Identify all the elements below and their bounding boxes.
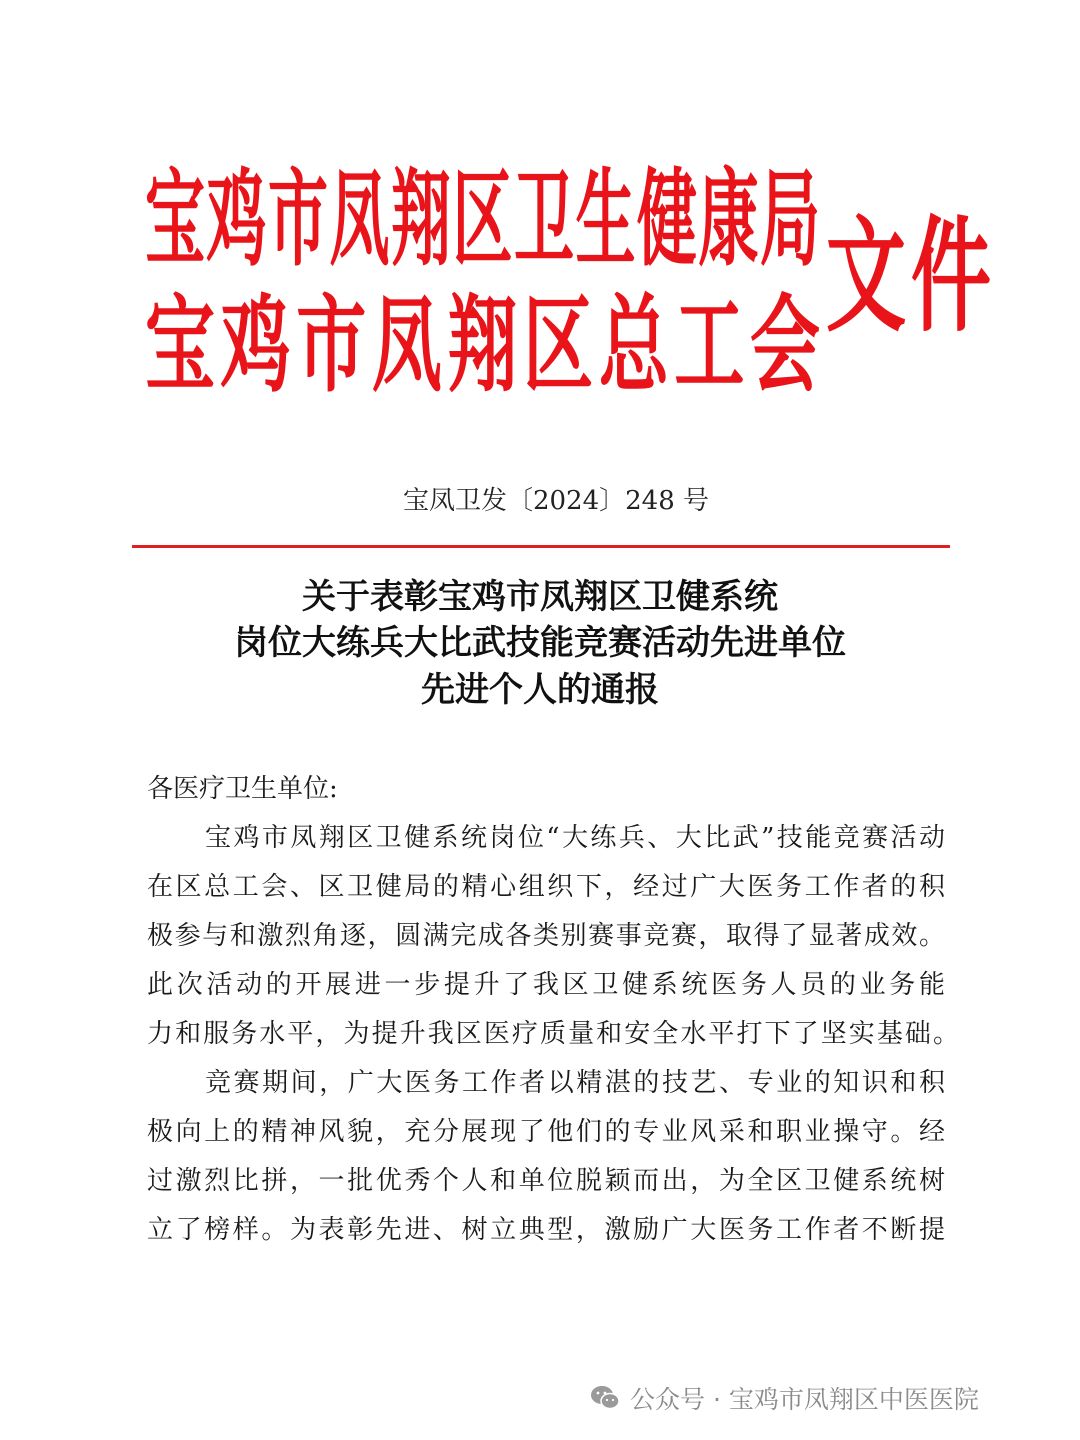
header-char: 文: [826, 204, 906, 349]
header-char: 总: [598, 284, 669, 407]
header-char: 翔: [447, 284, 518, 407]
issuer-line-trade-union: [145, 284, 820, 407]
issuer-line-health-bureau: [145, 159, 820, 282]
header-char: 区: [523, 284, 594, 407]
header-char: 凤: [329, 159, 390, 282]
watermark-text: 公众号 · 宝鸡市凤翔区中医医院: [630, 1385, 979, 1414]
title-line-2: 岗位大练兵大比武技能竞赛活动先进单位: [234, 623, 846, 663]
body-line: 力和服务水平，为提升我区医疗质量和安全水平打下了坚实基础。: [147, 1019, 959, 1049]
header-char: 会: [750, 284, 820, 407]
header-char: 卫: [514, 159, 574, 282]
header-char: 鸡: [206, 159, 267, 282]
header-char: 凤: [371, 284, 442, 407]
wechat-icon: [590, 1385, 620, 1411]
header-char: 区: [452, 159, 513, 282]
document-number: 宝凤卫发〔2024〕248 号: [402, 486, 710, 516]
body-line: 竞赛期间，广大医务工作者以精湛的技艺、专业的知识和积: [205, 1068, 945, 1098]
body-line: 此次活动的开展进一步提升了我区卫健系统医务人员的业务能: [147, 970, 945, 1000]
header-char: 市: [296, 284, 367, 407]
header-char: 工: [674, 284, 745, 407]
title-line-3: 先进个人的通报: [421, 670, 659, 710]
body-line: 在区总工会、区卫健局的精心组织下，经过广大医务工作者的积: [147, 872, 945, 902]
watermark: [590, 1380, 979, 1416]
body-line: 立了榜样。为表彰先进、树立典型，激励广大医务工作者不断提: [147, 1215, 945, 1245]
red-divider: [132, 545, 950, 548]
header-char: 生: [575, 159, 636, 282]
header-char: 件: [911, 204, 991, 349]
salutation: 各医疗卫生单位:: [147, 774, 338, 804]
body-line: 极向上的精神风貌，充分展现了他们的专业风采和职业操守。经: [147, 1117, 945, 1147]
header-char: 健: [637, 159, 697, 282]
header-char: 市: [268, 159, 328, 282]
doc-type-label: [826, 204, 991, 349]
header-char: 宝: [145, 159, 205, 282]
header-char: 局: [760, 159, 820, 282]
title-line-1: 关于表彰宝鸡市凤翔区卫健系统: [302, 577, 778, 617]
header-char: 宝: [145, 284, 215, 407]
body-line: 宝鸡市凤翔区卫健系统岗位“大练兵、大比武”技能竞赛活动: [205, 823, 945, 853]
header-char: 康: [698, 159, 759, 282]
header-char: 翔: [391, 159, 451, 282]
body-line: 过激烈比拼，一批优秀个人和单位脱颖而出，为全区卫健系统树: [147, 1166, 945, 1196]
body-line: 极参与和激烈角逐，圆满完成各类别赛事竞赛，取得了显著成效。: [147, 921, 945, 951]
header-char: 鸡: [220, 284, 291, 407]
